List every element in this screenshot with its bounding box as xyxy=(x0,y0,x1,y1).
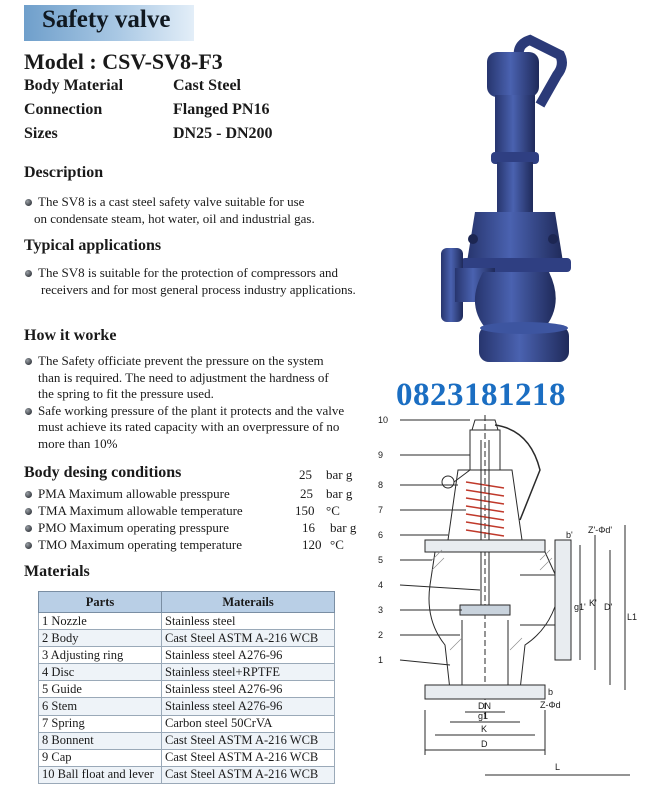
table-row: 5 Guide Stainless steel A276-96 xyxy=(39,681,335,698)
spec-value-connection: Flanged PN16 xyxy=(173,101,270,118)
phone-number: 0823181218 xyxy=(396,377,566,413)
part-number-4: 4 xyxy=(378,580,384,590)
table-row: 4 Disc Stainless steel+RPTFE xyxy=(39,664,335,681)
part-number-2: 2 xyxy=(378,630,384,640)
conditions-heading-value: 25 xyxy=(299,467,312,482)
part-number-5: 5 xyxy=(378,555,384,565)
bullet-icon xyxy=(25,199,32,206)
applications-text: The SV8 is suitable for the protection of compressors and receivers and for most general process industry applications. xyxy=(24,265,384,298)
materials-heading: Materials xyxy=(24,563,90,580)
dim-label: K xyxy=(481,724,488,734)
part-number-8: 8 xyxy=(378,480,384,490)
part-number-3: 3 xyxy=(378,605,384,615)
part-number-9: 9 xyxy=(378,450,384,460)
dim-label: D xyxy=(481,739,488,749)
how-text: The Safety officiate prevent the pressure on the system than is required. The need to adjustment the hardness of the spring to fit the pressure used. Safe working pressure of the plant it protects and the valve must achieve its rated capacity with an overpressure of no more than 10% xyxy=(24,353,384,452)
conditions-heading-unit: bar g xyxy=(326,467,353,482)
bullet-icon xyxy=(25,508,32,515)
dim-label: g1' xyxy=(574,602,586,612)
table-row: 8 Bonnent Cast Steel ASTM A-216 WCB xyxy=(39,732,335,749)
dim-label: L1 xyxy=(627,612,638,622)
condition-row-tma: TMA Maximum allowable temperature 150 °C xyxy=(24,503,364,520)
applications-heading: Typical applications xyxy=(24,237,162,254)
technical-drawing xyxy=(370,410,645,795)
spec-value-body-material: Cast Steel xyxy=(173,77,241,94)
conditions-heading: Body desing conditions xyxy=(24,464,182,481)
table-row: 7 Spring Carbon steel 50CrVA xyxy=(39,715,335,732)
bullet-icon xyxy=(25,542,32,549)
dim-label: b' xyxy=(566,530,573,540)
part-number-1: 1 xyxy=(378,655,384,665)
part-number-10: 10 xyxy=(378,415,389,425)
part-number-7: 7 xyxy=(378,505,384,515)
valve-product-image xyxy=(425,30,615,375)
model-heading: Model : CSV-SV8-F3 xyxy=(24,49,223,74)
dim-label: L xyxy=(555,762,561,772)
part-number-6: 6 xyxy=(378,530,384,540)
dim-label: D' xyxy=(604,602,613,612)
bullet-icon xyxy=(25,525,32,532)
description-heading: Description xyxy=(24,164,104,181)
dim-label: Z'-Φd' xyxy=(588,525,613,535)
description-text: The SV8 is a cast steel safety valve suitable for use on condensate steam, hot water, oil and industrial gas. xyxy=(24,194,364,227)
table-row: 10 Ball float and lever Cast Steel ASTM A-216 WCB xyxy=(39,766,335,783)
spec-value-sizes: DN25 - DN200 xyxy=(173,125,273,142)
col-header-parts: Parts xyxy=(39,592,162,613)
dim-label: K' xyxy=(589,598,597,608)
condition-row-tmo: TMO Maximum operating temperature 120 °C xyxy=(24,537,364,554)
materials-table xyxy=(38,591,335,784)
dim-label: DN xyxy=(478,701,491,711)
condition-row-pma: PMA Maximum allowable presspure 25 bar g xyxy=(24,486,364,503)
spec-label-sizes: Sizes xyxy=(24,125,58,142)
table-row: 1 Nozzle Stainless steel xyxy=(39,613,335,630)
col-header-materials: Materails xyxy=(162,592,335,613)
table-row: 9 Cap Cast Steel ASTM A-216 WCB xyxy=(39,749,335,766)
spec-label-body-material: Body Material xyxy=(24,77,124,94)
dim-label: b xyxy=(548,687,554,697)
bullet-icon xyxy=(25,408,32,415)
table-row: 3 Adjusting ring Stainless steel A276-96 xyxy=(39,647,335,664)
spec-label-connection: Connection xyxy=(24,101,103,118)
table-row: 6 Stem Stainless steel A276-96 xyxy=(39,698,335,715)
table-row: 2 Body Cast Steel ASTM A-216 WCB xyxy=(39,630,335,647)
how-heading: How it worke xyxy=(24,327,117,344)
condition-row-pmo: PMO Maximum operating presspure 16 bar g xyxy=(24,520,364,537)
bullet-icon xyxy=(25,270,32,277)
bullet-icon xyxy=(25,358,32,365)
dim-label: g1 xyxy=(478,711,489,721)
page-title: Safety valve xyxy=(42,6,171,33)
dim-label: Z-Φd xyxy=(540,700,561,710)
bullet-icon xyxy=(25,491,32,498)
